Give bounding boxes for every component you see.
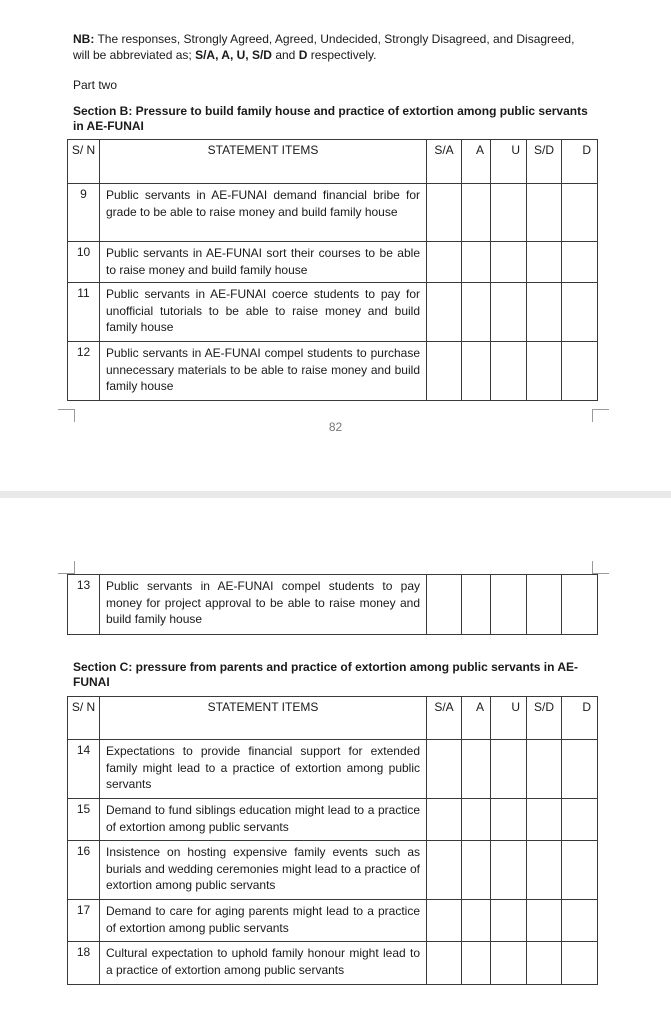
response-a-cell[interactable]: [462, 740, 491, 799]
nb-label: NB:: [73, 32, 95, 46]
response-d-cell[interactable]: [562, 900, 598, 942]
response-u-cell[interactable]: [491, 342, 527, 401]
row-number: 9: [68, 184, 100, 242]
section-b-table: [67, 139, 598, 401]
table-row: [68, 799, 598, 841]
response-sa-cell[interactable]: [427, 740, 462, 799]
row-number: 13: [68, 575, 100, 635]
table-row: [68, 740, 598, 799]
response-sa-cell[interactable]: [427, 184, 462, 242]
nb-text: The responses, Strongly Agreed, Agreed, Undecided, Strongly Disagreed, and Disagreed, will be abbreviated as;: [73, 32, 575, 62]
response-a-cell[interactable]: [462, 575, 491, 635]
response-sa-cell[interactable]: [427, 942, 462, 985]
header-statement: STATEMENT ITEMS: [100, 140, 427, 184]
section-c-title: Section C: pressure from parents and practice of extortion among public servants in AE-FUNAI: [73, 660, 578, 689]
response-u-cell[interactable]: [491, 184, 527, 242]
response-u-cell[interactable]: [491, 242, 527, 283]
table-header-row: [68, 697, 598, 740]
response-u-cell[interactable]: [491, 575, 527, 635]
response-a-cell[interactable]: [462, 242, 491, 283]
row-number: 18: [68, 942, 100, 985]
row-statement: Public servants in AE-FUNAI sort their courses to be able to raise money and build family house: [100, 242, 427, 283]
response-sd-cell[interactable]: [527, 841, 562, 900]
response-d-cell[interactable]: [562, 242, 598, 283]
response-sd-cell[interactable]: [527, 740, 562, 799]
nb-abbreviations: S/A, A, U, S/D: [195, 48, 272, 62]
row-number: 12: [68, 342, 100, 401]
response-sd-cell[interactable]: [527, 575, 562, 635]
response-a-cell[interactable]: [462, 283, 491, 342]
header-sn: S/ N: [68, 697, 100, 740]
response-u-cell[interactable]: [491, 841, 527, 900]
table-row: [68, 942, 598, 985]
response-sa-cell[interactable]: [427, 799, 462, 841]
response-a-cell[interactable]: [462, 900, 491, 942]
nb-d: D: [298, 48, 308, 62]
row-statement: Public servants in AE-FUNAI compel students to purchase unnecessary materials to be able to raise money and build family house: [100, 342, 427, 401]
table-row: [68, 900, 598, 942]
row-number: 10: [68, 242, 100, 283]
header-a: A: [462, 697, 491, 740]
response-d-cell[interactable]: [562, 799, 598, 841]
response-sd-cell[interactable]: [527, 900, 562, 942]
table-row: [68, 841, 598, 900]
response-a-cell[interactable]: [462, 342, 491, 401]
row-number: 17: [68, 900, 100, 942]
header-a: A: [462, 140, 491, 184]
table-row: [68, 575, 598, 635]
response-d-cell[interactable]: [562, 184, 598, 242]
page-gap: [0, 491, 671, 498]
response-u-cell[interactable]: [491, 740, 527, 799]
table-row: [68, 342, 598, 401]
nb-end: respectively.: [307, 48, 377, 62]
row-statement: Insistence on hosting expensive family events such as burials and wedding ceremonies might lead to a practice of extortion among public servants: [100, 841, 427, 900]
response-u-cell[interactable]: [491, 799, 527, 841]
response-d-cell[interactable]: [562, 575, 598, 635]
row-statement: Public servants in AE-FUNAI demand financial bribe for grade to be able to raise money and build family house: [100, 184, 427, 242]
header-sn: S/ N: [68, 140, 100, 184]
response-a-cell[interactable]: [462, 184, 491, 242]
response-sa-cell[interactable]: [427, 342, 462, 401]
table-row: [68, 283, 598, 342]
nb-and: and: [271, 48, 299, 62]
part-title: Part two: [73, 78, 118, 92]
header-u: U: [491, 140, 527, 184]
response-u-cell[interactable]: [491, 900, 527, 942]
response-sa-cell[interactable]: [427, 841, 462, 900]
response-sd-cell[interactable]: [527, 942, 562, 985]
table-header-row: [68, 140, 598, 184]
header-u: U: [491, 697, 527, 740]
row-number: 14: [68, 740, 100, 799]
response-sd-cell[interactable]: [527, 184, 562, 242]
row-statement: Public servants in AE-FUNAI coerce students to pay for unofficial tutorials to be able to raise money and build family house: [100, 283, 427, 342]
corner-mark: [592, 561, 609, 574]
header-sd: S/D: [527, 140, 562, 184]
row-statement: Public servants in AE-FUNAI compel students to pay money for project approval to be able to raise money and build family house: [100, 575, 427, 635]
row-number: 11: [68, 283, 100, 342]
response-u-cell[interactable]: [491, 283, 527, 342]
response-u-cell[interactable]: [491, 942, 527, 985]
response-a-cell[interactable]: [462, 799, 491, 841]
row-statement: Demand to fund siblings education might lead to a practice of extortion among public servants: [100, 799, 427, 841]
response-d-cell[interactable]: [562, 342, 598, 401]
header-statement: STATEMENT ITEMS: [100, 697, 427, 740]
response-d-cell[interactable]: [562, 740, 598, 799]
response-sa-cell[interactable]: [427, 575, 462, 635]
header-d: D: [562, 697, 598, 740]
header-sd: S/D: [527, 697, 562, 740]
header-sa: S/A: [427, 697, 462, 740]
section-c-table: [67, 696, 598, 985]
section-b-continued-table: [67, 574, 598, 635]
row-statement: Expectations to provide financial support for extended family might lead to a practice of extortion among public servants: [100, 740, 427, 799]
response-d-cell[interactable]: [562, 942, 598, 985]
response-sa-cell[interactable]: [427, 242, 462, 283]
response-sd-cell[interactable]: [527, 242, 562, 283]
response-sa-cell[interactable]: [427, 283, 462, 342]
response-sd-cell[interactable]: [527, 342, 562, 401]
row-number: 15: [68, 799, 100, 841]
table-row: [68, 242, 598, 283]
section-b-title: Section B: Pressure to build family house and practice of extortion among public servants in AE-FUNAI: [73, 104, 588, 133]
header-d: D: [562, 140, 598, 184]
page-number: 82: [328, 420, 343, 434]
response-a-cell[interactable]: [462, 942, 491, 985]
table-row: [68, 184, 598, 242]
response-d-cell[interactable]: [562, 841, 598, 900]
header-sa: S/A: [427, 140, 462, 184]
response-sd-cell[interactable]: [527, 283, 562, 342]
response-sa-cell[interactable]: [427, 900, 462, 942]
corner-mark: [58, 561, 75, 574]
row-number: 16: [68, 841, 100, 900]
row-statement: Demand to care for aging parents might lead to a practice of extortion among public servants: [100, 900, 427, 942]
nb-note: [73, 31, 593, 63]
response-sd-cell[interactable]: [527, 799, 562, 841]
response-a-cell[interactable]: [462, 841, 491, 900]
response-d-cell[interactable]: [562, 283, 598, 342]
row-statement: Cultural expectation to uphold family honour might lead to a practice of extortion among public servants: [100, 942, 427, 985]
